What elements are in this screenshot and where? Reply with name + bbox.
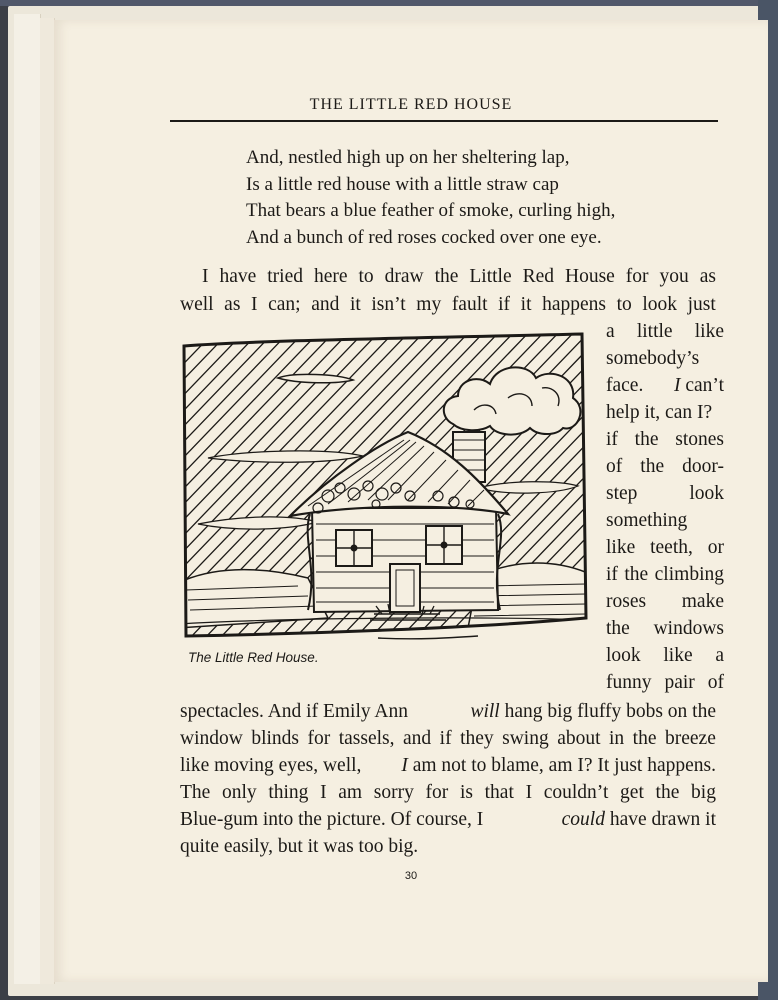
wrap-line: of the door- [606,456,724,477]
prose-line: like moving eyes, well, I am not to blame, am I? It just happens. [180,755,716,776]
wrap-line: if the climbing [606,564,724,585]
poem-line: Is a little red house with a little straw cap [246,173,559,195]
prose-line: I have tried here to draw the Little Red House for you as [202,266,716,287]
wrap-line: like teeth, or [606,537,724,558]
poem-line: That bears a blue feather of smoke, curling high, [246,200,616,221]
header-rule [170,120,718,122]
illustration-caption: The Little Red House. [188,650,319,665]
wrap-line: if the stones [606,429,724,450]
prose-line: Blue-gum into the picture. Of course, I could have drawn it [180,809,716,830]
wrap-line: somebody’s [606,348,700,369]
wrap-line: something [606,510,688,531]
prose-line: window blinds for tassels, and if they swing about in the breeze [180,728,716,749]
prose-line: The only thing I am sorry for is that I couldn’t get the big [180,782,716,803]
prose-line: quite easily, but it was too big. [180,836,419,857]
wrap-line: funny pair of [606,672,724,693]
prose-line: spectacles. And if Emily Ann will hang big fluffy bobs on the [180,701,716,722]
page-number: 30 [404,870,418,882]
house-illustration [178,328,590,640]
prose-line: well as I can; and it isn’t my fault if it happens to look just [180,294,716,315]
wrap-line: the windows [606,618,724,639]
wrap-line: face. I can’t [606,375,724,396]
page-edge-strip [14,14,41,984]
poem-line: And, nestled high up on her sheltering lap, [246,147,570,168]
page-edge-strip-inner [40,18,55,984]
poem-stanza [246,145,615,251]
poem-line: And a bunch of red roses cocked over one eye. [246,226,602,248]
wrap-line: help it, can I? [606,402,713,423]
book-page [54,20,768,982]
wrap-line: step look [606,483,724,504]
wrap-line: a little like [606,321,724,342]
wrap-line: roses make [606,591,724,612]
running-head: THE LITTLE RED HOUSE [309,96,513,113]
wrap-line: look like a [606,645,724,666]
